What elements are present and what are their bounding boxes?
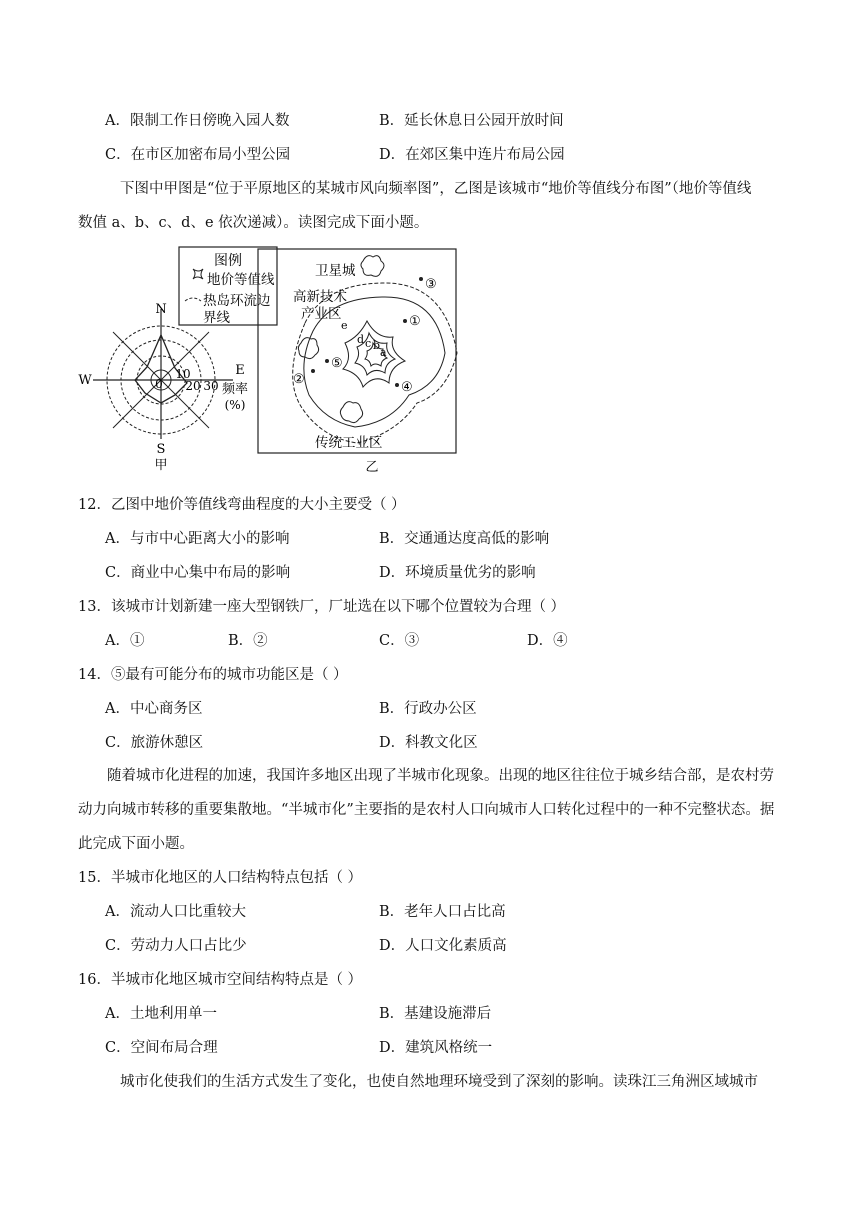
q16-option-b: B．基建设施滞后	[379, 1006, 492, 1022]
label-b: b	[373, 339, 381, 352]
contour-d	[343, 321, 405, 387]
marker-4: ④	[401, 380, 413, 395]
q13-option-c: C．③	[379, 633, 420, 649]
q16-option-d: D．建筑风格统一	[379, 1040, 493, 1056]
legend-title: 图例	[214, 253, 242, 269]
marker-1: ①	[409, 314, 421, 329]
rose-north: N	[155, 302, 167, 317]
label-satellite-city: 卫星城	[315, 263, 356, 279]
q11-option-d: D．在郊区集中连片布局公园	[379, 147, 565, 163]
label-hitech-line2: 产业区	[301, 306, 342, 322]
q11-option-b: B．延长休息日公园开放时间	[379, 113, 564, 129]
legend-item1: 地价等值线	[207, 272, 275, 288]
q12-stem: 12．乙图中地价等值线弯曲程度的大小主要受（ ）	[78, 497, 406, 513]
satellite-city-contour	[361, 256, 384, 277]
q15-option-a: A．流动人口比重较大	[105, 904, 246, 920]
figure-container	[75, 243, 475, 478]
rose-freq-label: 频率	[221, 382, 249, 397]
q12-option-c: C．商业中心集中布局的影响	[105, 565, 291, 581]
intro3-line: 城市化使我们的生活方式发生了变化，也使自然地理环境受到了深刻的影响。读珠江三角洲区域城市	[120, 1074, 758, 1090]
label-a: a	[380, 346, 387, 359]
q11-option-a: A．限制工作日傍晚入园人数	[105, 113, 290, 129]
land-price-map	[258, 249, 457, 475]
label-c: c	[365, 337, 372, 350]
label-d: d	[357, 333, 365, 346]
q12-option-a: A．与市中心距离大小的影响	[105, 531, 290, 547]
rose-tick0: 0	[155, 377, 163, 391]
q13-option-d: D．④	[527, 633, 568, 649]
q15-option-d: D．人口文化素质高	[379, 938, 507, 954]
q13-option-b: B．②	[228, 633, 268, 649]
rose-caption: 甲	[154, 458, 168, 473]
q14-stem: 14．⑤最有可能分布的城市功能区是（ ）	[78, 667, 348, 683]
q15-option-b: B．老年人口占比高	[379, 904, 506, 920]
figure-svg	[75, 243, 475, 478]
intro1-line1: 下图中甲图是“位于平原地区的某城市风向频率图”，乙图是该城市“地价等值线分布图”（地价等值线	[120, 181, 752, 197]
q14-option-c: C．旅游休憩区	[105, 735, 204, 751]
rose-tick20: 20	[185, 379, 201, 393]
marker-3: ③	[425, 277, 437, 292]
legend	[179, 247, 277, 326]
q12-option-d: D．环境质量优劣的影响	[379, 565, 536, 581]
legend-item2b: 界线	[203, 310, 230, 326]
label-e: e	[341, 319, 348, 332]
rose-south: S	[156, 442, 166, 457]
q15-stem: 15．半城市化地区的人口结构特点包括（ ）	[78, 870, 363, 886]
q14-option-b: B．行政办公区	[379, 701, 477, 717]
q11-option-c: C．在市区加密布局小型公园	[105, 147, 291, 163]
q16-option-a: A．土地利用单一	[105, 1006, 217, 1022]
q12-option-b: B．交通通达度高低的影响	[379, 531, 550, 547]
rose-freq-unit: (%)	[224, 398, 246, 412]
label-traditional: 传统工业区	[315, 435, 383, 451]
rose-tick10: 10	[175, 367, 191, 381]
q13-option-a: A．①	[105, 633, 145, 649]
q14-option-a: A．中心商务区	[105, 701, 203, 717]
rose-west: W	[78, 373, 92, 388]
label-hitech-line1: 高新技术	[293, 289, 347, 305]
map-caption: 乙	[365, 460, 379, 475]
marker-5: ⑤	[331, 356, 343, 371]
intro2-paragraph: 随着城市化进程的加速，我国许多地区出现了半城市化现象。出现的地区往往位于城乡结合部，是农村劳动力向城市转移的重要集散地。“半城市化”主要指的是农村人口向城市人口转化过程中的一种不完整状态。据此完成下面小题。	[78, 768, 775, 852]
q14-option-d: D．科教文化区	[379, 735, 478, 751]
wind-rose	[78, 302, 248, 473]
marker-2: ②	[293, 372, 305, 387]
legend-item2a: 热岛环流边	[203, 293, 271, 309]
q13-stem: 13．该城市计划新建一座大型钢铁厂，厂址选在以下哪个位置较为合理（ ）	[78, 599, 566, 615]
rose-tick30: 30	[203, 379, 219, 393]
q15-option-c: C．劳动力人口占比少	[105, 938, 247, 954]
q16-stem: 16．半城市化地区城市空间结构特点是（ ）	[78, 972, 363, 988]
rose-east: E	[235, 363, 245, 378]
traditional-contour	[340, 402, 362, 423]
q16-option-c: C．空间布局合理	[105, 1040, 218, 1056]
intro1-line2: 数值 a、b、c、d、e 依次递减）。读图完成下面小题。	[78, 215, 429, 231]
